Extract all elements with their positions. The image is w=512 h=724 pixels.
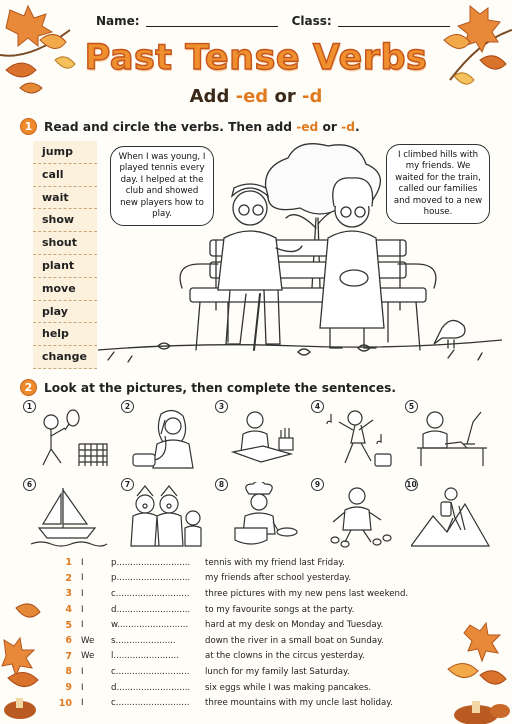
dropping-eggs-icon — [317, 482, 397, 550]
chef-cooking-icon — [221, 482, 301, 550]
desk-work-icon — [411, 404, 491, 472]
picture-phone — [121, 400, 209, 474]
picture-number: 7 — [121, 478, 134, 491]
mountain-climber-icon — [411, 482, 491, 550]
answer-gap[interactable]: c........................... — [111, 698, 190, 709]
sentence-row: 1 I p........................... tennis with my friend last Friday. — [65, 557, 345, 569]
verb-list — [33, 141, 97, 369]
picture-number: 2 — [121, 400, 134, 413]
subtitle-ed: -ed — [235, 86, 269, 107]
section-2-number: 2 — [20, 379, 37, 396]
verb-item[interactable]: plant — [33, 255, 97, 278]
class-line[interactable] — [338, 15, 450, 27]
sentence-row: 6 We s...................... down the river in a small boat on Sunday. — [65, 635, 384, 647]
worksheet-title: Past Tense Verbs — [84, 38, 428, 78]
child-colouring-icon — [221, 404, 301, 472]
section-2-instruction: Look at the pictures, then complete the sentences. — [44, 380, 397, 395]
park-bench-scene — [98, 138, 502, 370]
answer-gap[interactable]: c........................... — [111, 666, 190, 677]
verb-item[interactable]: shout — [33, 232, 97, 255]
picture-number: 10 — [406, 480, 417, 489]
answer-gap[interactable]: w.......................... — [111, 620, 189, 631]
picture-number: 1 — [23, 400, 36, 413]
sentence-row: 2 I p........................... my friends after school yesterday. — [65, 572, 352, 584]
answer-gap[interactable]: p........................... — [111, 557, 191, 568]
picture-cooking — [215, 478, 303, 552]
section-1-heading — [20, 118, 360, 135]
sailing-boat-icon — [29, 482, 109, 550]
answer-gap[interactable]: s...................... — [111, 635, 176, 646]
picture-clowns — [121, 478, 209, 552]
picture-sailing — [23, 478, 111, 552]
subtitle-d: -d — [302, 86, 323, 107]
verb-item[interactable]: change — [33, 346, 97, 369]
verb-item[interactable]: call — [33, 164, 97, 187]
section-1-number: 1 — [20, 118, 37, 135]
section-2-heading — [20, 379, 396, 396]
section-1-instruction: Read and circle the verbs. Then add -ed or -d. — [44, 119, 360, 134]
picture-dropped-eggs — [311, 478, 399, 552]
answer-gap[interactable]: l........................ — [111, 651, 179, 662]
answer-gap[interactable]: p........................... — [111, 573, 191, 584]
verb-item[interactable]: move — [33, 278, 97, 301]
picture-dancing — [311, 400, 399, 474]
answer-gap[interactable]: d........................... — [111, 682, 191, 693]
picture-number: 6 — [23, 478, 36, 491]
answer-gap[interactable]: c........................... — [111, 588, 190, 599]
answer-gap[interactable]: d........................... — [111, 604, 191, 615]
picture-number: 4 — [311, 400, 324, 413]
picture-climbing — [405, 478, 493, 552]
verb-item[interactable]: help — [33, 323, 97, 346]
name-class-row — [96, 14, 450, 28]
tennis-player-icon — [29, 404, 109, 472]
class-label: Class: — [291, 14, 332, 28]
subtitle-or: or — [274, 86, 296, 107]
sentence-list — [58, 555, 478, 711]
name-label: Name: — [96, 14, 140, 28]
dancing-girl-icon — [317, 404, 397, 472]
verb-item[interactable]: play — [33, 301, 97, 324]
name-line[interactable] — [146, 15, 278, 27]
sentence-row: 7 We l........................ at the clowns in the circus yesterday. — [65, 650, 365, 662]
picture-number: 8 — [215, 478, 228, 491]
verb-item[interactable]: wait — [33, 187, 97, 210]
grandma-speech-bubble: I climbed hills with my friends. We waited for the train, called our families and moved to a new house. — [386, 144, 490, 224]
clowns-icon — [127, 482, 207, 550]
sentence-row: 3 I c........................... three pictures with my new pens last weekend. — [65, 588, 409, 600]
worksheet-subtitle — [0, 86, 512, 107]
picture-number: 9 — [311, 478, 324, 491]
sentence-row: 5 I w.......................... hard at my desk on Monday and Tuesday. — [65, 619, 384, 631]
picture-colouring — [215, 400, 303, 474]
verb-item[interactable]: show — [33, 209, 97, 232]
subtitle-prefix: Add — [189, 86, 230, 107]
phone-call-icon — [127, 404, 207, 472]
sentence-row: 9 I d........................... six eggs while I was making pancakes. — [65, 682, 372, 694]
picture-desk — [405, 400, 493, 474]
picture-tennis — [23, 400, 111, 474]
sentence-row: 10 I c........................... three mountains with my uncle last holiday. — [58, 697, 393, 709]
verb-item[interactable]: jump — [33, 141, 97, 164]
sentence-row: 8 I c........................... lunch for my family last Saturday. — [65, 666, 350, 678]
picture-number: 3 — [215, 400, 228, 413]
picture-number: 5 — [405, 400, 418, 413]
sentence-row: 4 I d........................... to my favourite songs at the party. — [65, 604, 355, 616]
grandpa-speech-bubble: When I was young, I played tennis every day. I helped at the club and showed new players how to play. — [110, 146, 214, 226]
autumn-leaves-bottom-left — [0, 600, 56, 724]
